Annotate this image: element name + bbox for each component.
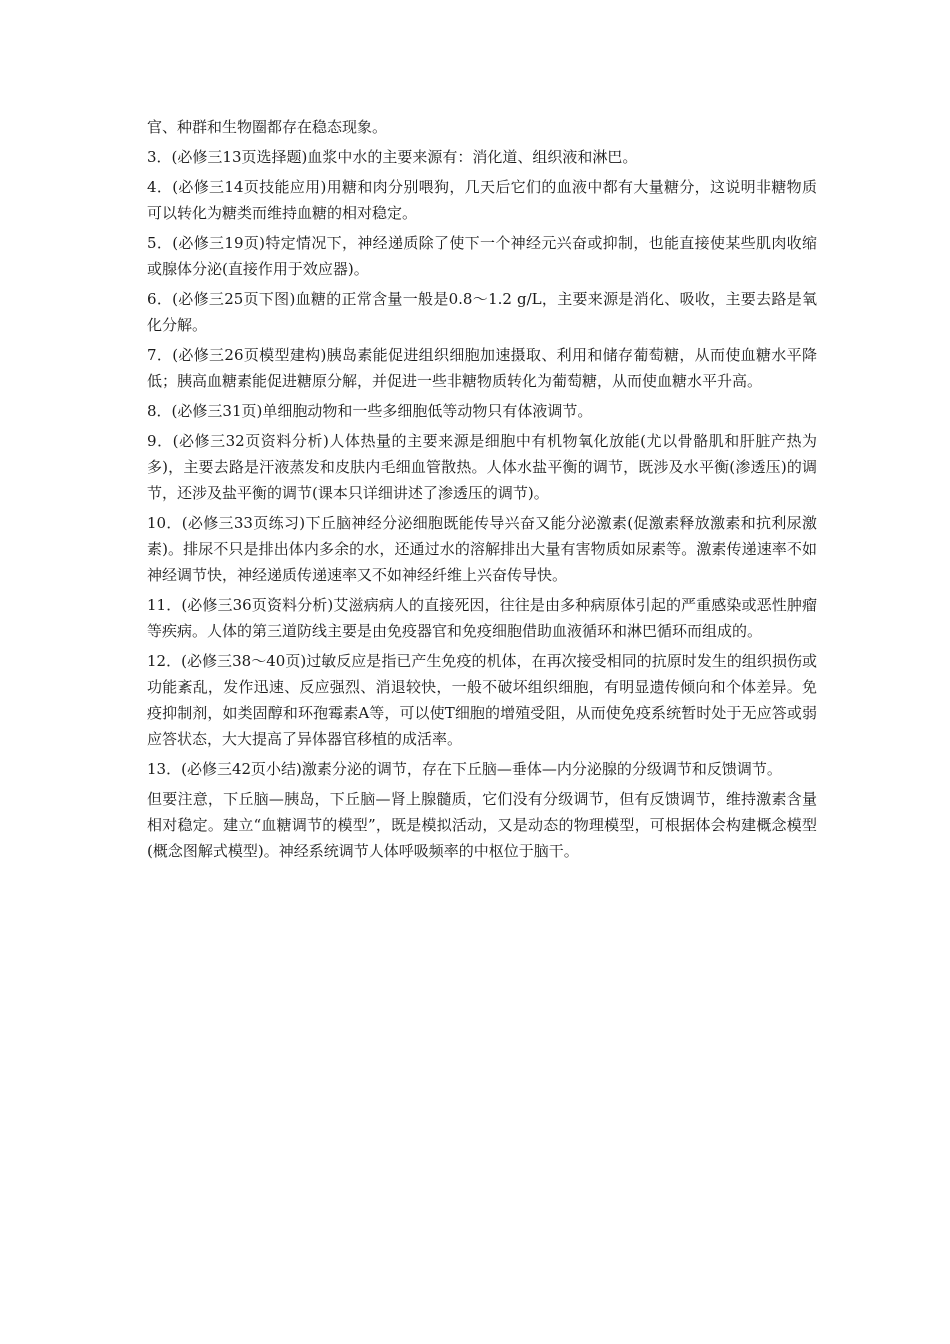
item-6: 6．(必修三25页下图)血糖的正常含量一般是0.8～1.2 g/L，主要来源是消化、吸收，主要去路是氧化分解。 <box>147 290 817 334</box>
item-5: 5．(必修三19页)特定情况下，神经递质除了使下一个神经元兴奋或抑制，也能直接使某些肌肉收缩或腺体分泌(直接作用于效应器)。 <box>147 234 817 278</box>
item-11: 11．(必修三36页资料分析)艾滋病病人的直接死因，往往是由多种病原体引起的严重感染或恶性肿瘤等疾病。人体的第三道防线主要是由免疫器官和免疫细胞借助血液循环和淋巴循环而组成的。 <box>147 596 817 640</box>
item-10: 10．(必修三33页练习)下丘脑神经分泌细胞既能传导兴奋又能分泌激素(促激素释放激素和抗利尿激素)。排尿不只是排出体内多余的水，还通过水的溶解排出大量有害物质如尿素等。激素传递速率不如神经调节快，神经递质传递速率又不如神经纤维上兴奋传导快。 <box>147 514 817 584</box>
item-8: 8．(必修三31页)单细胞动物和一些多细胞低等动物只有体液调节。 <box>147 402 593 420</box>
item-13: 13．(必修三42页小结)激素分泌的调节，存在下丘脑—垂体—内分泌腺的分级调节和反馈调节。 <box>147 760 782 778</box>
item-9: 9．(必修三32页资料分析)人体热量的主要来源是细胞中有机物氧化放能(尤以骨骼肌和肝脏产热为多)，主要去路是汗液蒸发和皮肤内毛细血管散热。人体水盐平衡的调节，既涉及水平衡(渗透压)的调节，还涉及盐平衡的调节(课本只详细讲述了渗透压的调节)。 <box>147 432 817 502</box>
note-paragraph: 但要注意，下丘脑—胰岛，下丘脑—肾上腺髓质，它们没有分级调节，但有反馈调节，维持激素含量相对稳定。建立“血糖调节的模型”，既是模拟活动，又是动态的物理模型，可根据体会构建概念模型(概念图解式模型)。神经系统调节人体呼吸频率的中枢位于脑干。 <box>147 790 817 860</box>
item-3: 3．(必修三13页选择题)血浆中水的主要来源有：消化道、组织液和淋巴。 <box>147 148 638 166</box>
item-12: 12．(必修三38～40页)过敏反应是指已产生免疫的机体，在再次接受相同的抗原时发生的组织损伤或功能紊乱，发作迅速、反应强烈、消退较快，一般不破坏组织细胞，有明显遗传倾向和个体差异。免疫抑制剂，如类固醇和环孢霉素A等，可以使T细胞的增殖受阻，从而使免疫系统暂时处于无应答或弱应答状态，大大提高了异体器官移植的成活率。 <box>147 652 817 748</box>
item-7: 7．(必修三26页模型建构)胰岛素能促进组织细胞加速摄取、利用和储存葡萄糖，从而使血糖水平降低；胰高血糖素能促进糖原分解，并促进一些非糖物质转化为葡萄糖，从而使血糖水平升高。 <box>147 346 817 390</box>
item-4: 4．(必修三14页技能应用)用糖和肉分别喂狗，几天后它们的血液中都有大量糖分，这说明非糖物质可以转化为糖类而维持血糖的相对稳定。 <box>147 178 817 222</box>
paragraph-continuation: 官、种群和生物圈都存在稳态现象。 <box>147 118 388 136</box>
document-body <box>147 114 817 868</box>
